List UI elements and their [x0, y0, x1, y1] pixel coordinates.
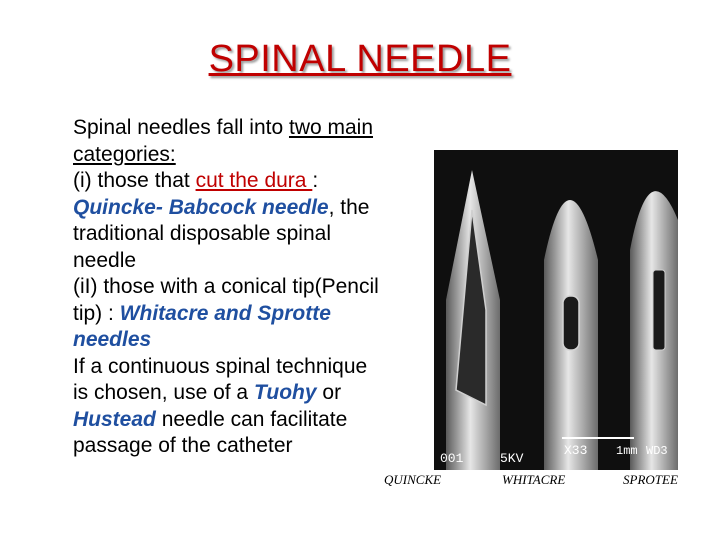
- text-item-one: (i) those that: [73, 169, 196, 192]
- body-paragraph: [73, 115, 383, 460]
- caption-quincke: QUINCKE: [384, 472, 442, 487]
- text-colon: :: [312, 169, 319, 192]
- whitacre-eye: [563, 296, 579, 350]
- text-intro: Spinal needles fall into: [73, 116, 289, 139]
- text-quincke-babcock: Quincke- Babcock needle: [73, 195, 329, 219]
- photo-label-1mm: 1mm: [616, 444, 638, 458]
- text-hustead: Hustead: [73, 407, 156, 431]
- text-catheter: needle can facilitate passage of the catheter: [73, 407, 348, 457]
- photo-label-5kv: 5KV: [500, 451, 524, 466]
- text-cut-the-dura: cut the dura: [195, 169, 313, 192]
- text-item-two: (iI) those with a conical tip(Pencil tip) :: [73, 275, 379, 325]
- caption-whitacre: WHITACRE: [502, 472, 566, 487]
- text-traditional: , the traditional disposable spinal needle: [73, 195, 370, 272]
- text-continuous: If a continuous spinal technique is chosen, use of a: [73, 354, 368, 404]
- slide-title: SPINAL NEEDLE: [208, 38, 512, 80]
- text-tuohy: Tuohy: [253, 381, 317, 404]
- caption-sprotee: SPROTEE: [623, 472, 678, 487]
- photo-label-wd3: WD3: [646, 444, 668, 458]
- text-two-categories: two main categories:: [73, 116, 374, 166]
- needles-photo: [434, 150, 678, 470]
- photo-label-x33: X33: [564, 443, 588, 458]
- sprotte-eye: [653, 270, 665, 350]
- photo-label-001: 001: [440, 451, 464, 466]
- text-whitacre-sprotte: Whitacre and Sprotte needles: [73, 301, 331, 351]
- text-or: or: [316, 381, 342, 404]
